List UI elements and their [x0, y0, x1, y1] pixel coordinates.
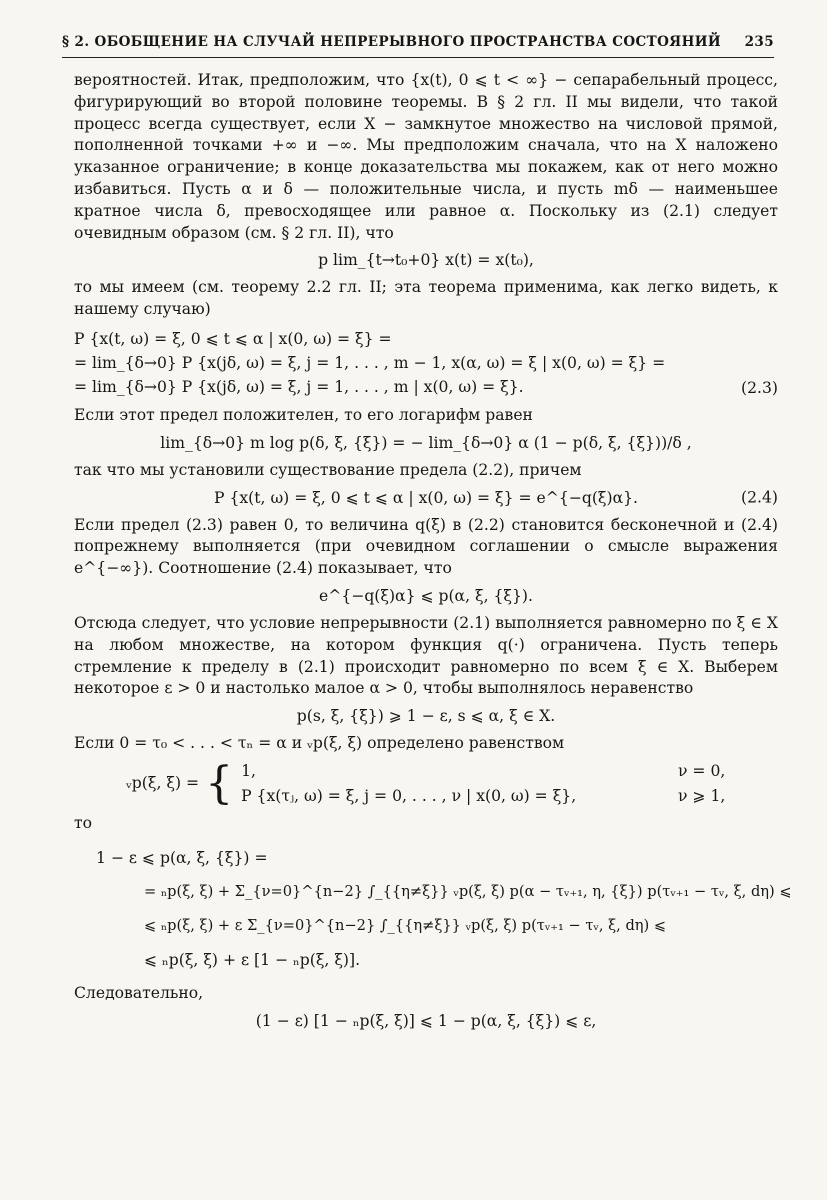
paragraph-1: вероятностей. Итак, предположим, что {x(t), 0 ⩽ t < ∞} − сепарабельный процесс, фигурирующий во второй половине теоремы. В § 2 гл. II мы видели, что такой процесс всегда существует, если X − замкнутое множество на числовой прямой, пополненной точками +∞ и −∞. Мы предположим сначала, что на X наложено указанное ограничение; в конце доказательства мы покажем, как от него можно избавиться. Пусть α и δ — положительные числа, и пусть mδ — наименьшее кратное числа δ, превосходящее или равное α. Поскольку из (2.1) следует очевидным образом (см. § 2 гл. II), что: [74, 71, 778, 242]
equation-chain-line-4: ⩽ ₙp(ξ, ξ) + ε [1 − ₙp(ξ, ξ)].: [144, 950, 361, 969]
running-header: [62, 34, 774, 58]
equation-number-2-4: (2.4): [741, 488, 778, 507]
page-body: [74, 70, 792, 1038]
paragraph-6: Отсюда следует, что условие непрерывности (2.1) выполняется равномерно по ξ ∈ X на любом множестве, на котором функция q(·) ограничена. Пусть теперь стремление к пределу в (2.1) происходит равномерно по всем ξ ∈ X. Выберем некоторое ε > 0 и настолько малое α > 0, чтобы выполнялось неравенство: [74, 613, 778, 698]
equation-2-3: [74, 327, 778, 399]
equation-2-3-line-3: = lim_{δ→0} P {x(jδ, ω) = ξ, j = 1, . . . , m | x(0, ω) = ξ}.: [74, 377, 524, 396]
case-1-condition: ν = 0,: [678, 761, 726, 780]
equation-2-3-line-1: P {x(t, ω) = ξ, 0 ⩽ t ⩽ α | x(0, ω) = ξ} =: [74, 329, 392, 348]
equation-log: lim_{δ→0} m log p(δ, ξ, {ξ}) = − lim_{δ→0} α (1 − p(δ, ξ, {ξ}))/δ ,: [160, 433, 692, 452]
equation-2-4: [74, 488, 778, 509]
case-2-value: P {x(τⱼ, ω) = ξ, j = 0, . . . , ν | x(0, ω) = ξ},: [241, 786, 577, 805]
paragraph-2: то мы имеем (см. теорему 2.2 гл. II; эта теорема применима, как легко видеть, к нашему случаю): [74, 278, 778, 319]
equation-number-2-3: (2.3): [741, 378, 778, 397]
cases-body: [241, 761, 778, 807]
case-1-value: 1,: [241, 761, 256, 780]
paragraph-9: Следовательно,: [74, 983, 204, 1002]
equation-cases: [74, 757, 778, 809]
equation-chain-line-2: = ₙp(ξ, ξ) + Σ_{ν=0}^{n−2} ∫_{{η≠ξ}} ᵥp(ξ, ξ) p(α − τᵥ₊₁, η, {ξ}) p(τᵥ₊₁ − τᵥ, ξ, dη) ⩽: [144, 882, 792, 900]
equation-2-3-line-2: = lim_{δ→0} P {x(jδ, ω) = ξ, j = 1, . . . , m − 1, x(α, ω) = ξ | x(0, ω) = ξ} =: [74, 353, 666, 372]
equation-chain-line-3: ⩽ ₙp(ξ, ξ) + ε Σ_{ν=0}^{n−2} ∫_{{η≠ξ}} ᵥp(ξ, ξ) p(τᵥ₊₁ − τᵥ, ξ, dη) ⩽: [144, 916, 667, 934]
equation-epsilon: p(s, ξ, {ξ}) ⩾ 1 − ε, s ⩽ α, ξ ∈ X.: [296, 707, 556, 726]
paragraph-4: так что мы установили существование предела (2.2), причем: [74, 460, 582, 479]
equation-plim: p lim_{t→t₀+0} x(t) = x(t₀),: [318, 251, 534, 270]
paragraph-5: Если предел (2.3) равен 0, то величина q(ξ) в (2.2) становится бесконечной и (2.4) попрежнему выполняется (при очевидном соглашении о смысле выражения e^{−∞}). Соотношение (2.4) показывает, что: [74, 515, 778, 578]
equation-chain: [74, 841, 792, 977]
cases-lhs: ᵥp(ξ, ξ) =: [126, 774, 200, 793]
header-title: § 2. ОБОБЩЕНИЕ НА СЛУЧАЙ НЕПРЕРЫВНОГО ПРОСТРАНСТВА СОСТОЯНИЙ: [62, 34, 722, 50]
page-number: 235: [744, 34, 774, 50]
equation-final: (1 − ε) [1 − ₙp(ξ, ξ)] ⩽ 1 − p(α, ξ, {ξ}) ⩽ ε,: [255, 1011, 597, 1030]
equation-inequality: e^{−q(ξ)α} ⩽ p(α, ξ, {ξ}).: [319, 586, 533, 605]
paragraph-8: то: [74, 813, 93, 832]
paragraph-3: Если этот предел положителен, то его логарифм равен: [74, 405, 533, 424]
paragraph-7: Если 0 = τ₀ < . . . < τₙ = α и ᵥp(ξ, ξ) определено равенством: [74, 734, 565, 753]
equation-2-4-text: P {x(t, ω) = ξ, 0 ⩽ t ⩽ α | x(0, ω) = ξ} = e^{−q(ξ)α}.: [214, 488, 638, 507]
cases-brace: {: [205, 757, 234, 809]
equation-chain-line-1: 1 − ε ⩽ p(α, ξ, {ξ}) =: [96, 848, 268, 867]
case-2-condition: ν ⩾ 1,: [678, 786, 726, 805]
